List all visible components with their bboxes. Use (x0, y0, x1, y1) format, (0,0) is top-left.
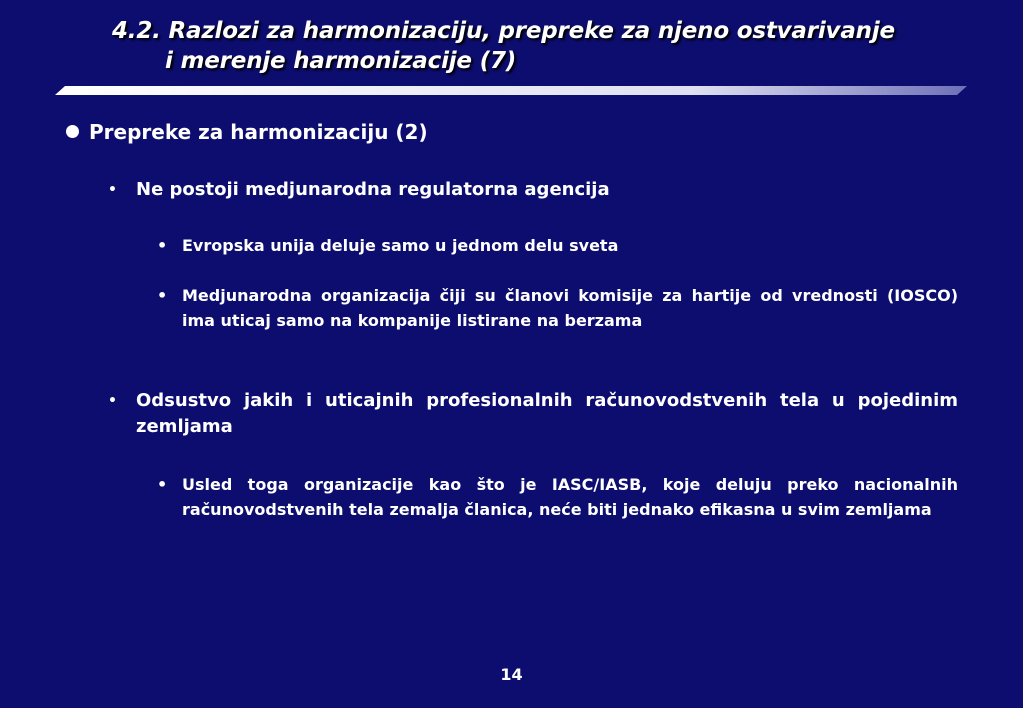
sub-bullet-item-1-1 (157, 233, 958, 258)
sub-bullet-item-2-1-text: Usled toga organizacije kao što je IASC/IASB, koje deluju preko nacionalnih računovodstvenih tela zemalja članica, neće biti jednako efikasna u svim zemljama (182, 475, 958, 519)
sub-bullet-item-1-2 (157, 283, 958, 333)
bullet-item-2 (108, 388, 958, 440)
title-divider (55, 86, 967, 95)
section-heading (66, 120, 428, 144)
slide-title-line2: i merenje harmonizacije (7) (165, 48, 517, 74)
bullet-item-2-text: Odsustvo jakih i uticajnih profesionalnih računovodstvenih tela u pojedinim zemljama (136, 390, 958, 437)
bullet-icon: • (108, 393, 117, 409)
bullet-item-1 (108, 177, 958, 203)
sub-bullet-icon: • (157, 236, 168, 255)
sub-bullet-icon: • (157, 475, 168, 494)
bullet-item-1-text: Ne postoji medjunarodna regulatorna agencija (136, 179, 610, 200)
slide-title (112, 16, 895, 76)
sub-bullet-item-1-2-text: Medjunarodna organizacija čiji su članovi komisije za hartije od vrednosti (IOSCO) ima uticaj samo na kompanije listirane na berzama (182, 286, 958, 330)
sub-bullet-icon: • (157, 286, 168, 305)
slide-title-line1: 4.2. Razlozi za harmonizaciju, prepreke za njeno ostvarivanje (112, 18, 895, 44)
sub-bullet-item-2-1 (157, 472, 958, 522)
bullet-icon: • (108, 182, 117, 198)
page-number: 14 (500, 665, 523, 684)
section-heading-text: Prepreke za harmonizaciju (2) (89, 120, 428, 144)
sub-bullet-item-1-1-text: Evropska unija deluje samo u jednom delu sveta (182, 236, 619, 255)
heading-bullet-icon (66, 125, 79, 138)
